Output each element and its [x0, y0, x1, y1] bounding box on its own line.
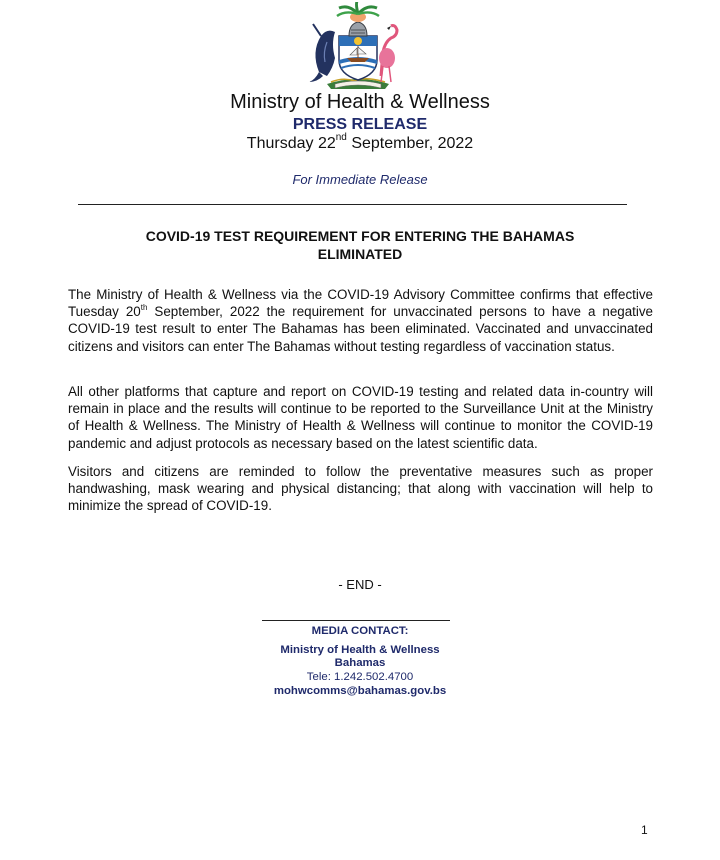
ministry-title: Ministry of Health & Wellness: [230, 91, 490, 113]
media-contact-organization: Ministry of Health & Wellness: [280, 643, 440, 656]
media-contact-phone: Tele: 1.242.502.4700: [306, 670, 414, 683]
body-paragraph-1: [68, 286, 653, 355]
bahamas-coat-of-arms-icon: [305, 2, 411, 90]
headline-line-1: COVID-19 TEST REQUIREMENT FOR ENTERING THE BAHAMAS: [145, 228, 575, 244]
media-contact-email[interactable]: mohwcomms@bahamas.gov.bs: [273, 685, 447, 698]
immediate-release-note: For Immediate Release: [292, 172, 428, 187]
press-release-label: PRESS RELEASE: [292, 116, 428, 133]
media-contact-heading: MEDIA CONTACT:: [311, 625, 409, 637]
end-marker: - END -: [338, 577, 382, 592]
release-date: [0, 131, 720, 154]
headline-line-2: ELIMINATED: [317, 246, 403, 262]
page-number: 1: [641, 823, 648, 837]
paragraph-1-after-date: September, 2022 the requirement for unvaccinated persons to have a negative COVID-19 test result to enter The Bahamas has been eliminated. Vaccinated and unvaccinated citizens and visitors can enter The Bahamas without testing regardless of vaccination status.: [68, 304, 654, 354]
contact-divider: [262, 620, 450, 621]
release-month-year: September, 2022: [351, 135, 474, 152]
media-contact-block: [0, 625, 720, 699]
paragraph-1-date-suffix: th: [140, 302, 148, 312]
release-weekday: Thursday: [246, 135, 314, 152]
press-release-headline: [90, 227, 630, 263]
media-contact-country: Bahamas: [334, 657, 386, 670]
body-paragraph-2: All other platforms that capture and report on COVID-19 testing and related data in-country will remain in place and the results will continue to be reported to the Surveillance Unit at the Ministry of Health & Wellness. The Ministry of Health & Wellness will continue to monitor the COVID-19 pandemic and adjust protocols as necessary based on the latest scientific data.: [68, 384, 653, 451]
release-day: 22: [317, 135, 336, 152]
body-paragraph-3: Visitors and citizens are reminded to follow the preventative measures such as proper handwashing, mask wearing and physical distancing; that along with vaccination will help to minimize the spread of COVID-19.: [68, 464, 653, 514]
paragraph-1-before-date: The Ministry of Health & Wellness via the COVID-19 Advisory Committee confirms that effective Tuesday 20: [68, 287, 653, 320]
release-day-suffix: nd: [335, 131, 347, 143]
header-divider: [78, 204, 627, 205]
